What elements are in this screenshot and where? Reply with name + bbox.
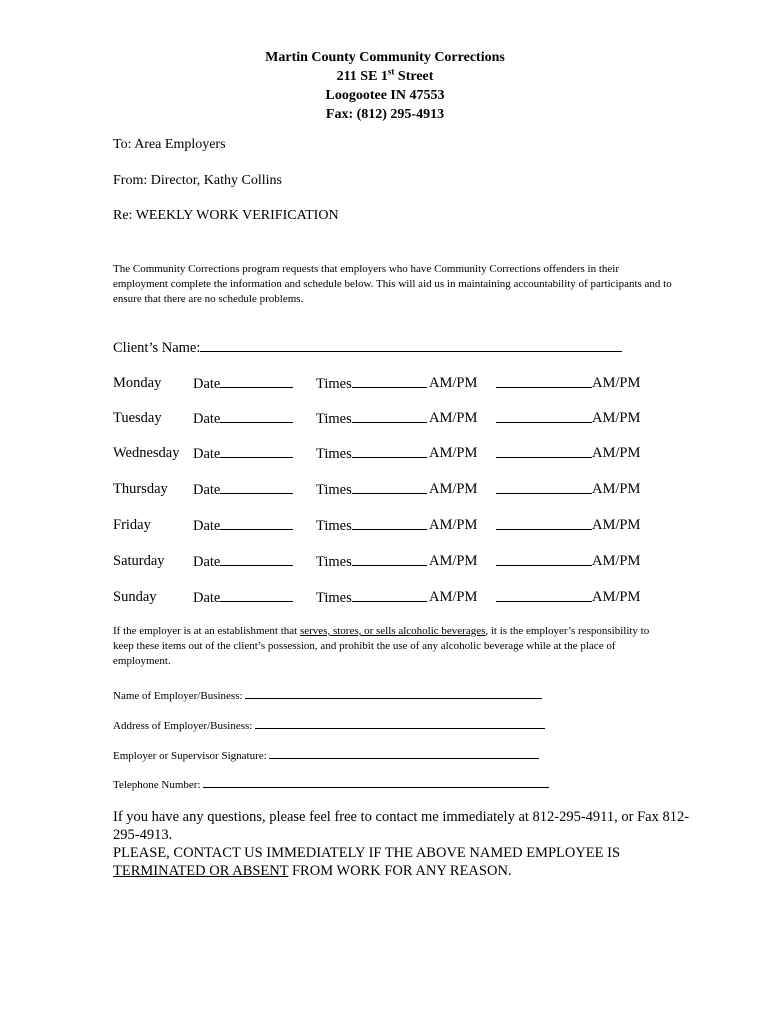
signature-label: Employer or Supervisor Signature:: [113, 750, 270, 762]
start-time-field[interactable]: [352, 553, 427, 566]
start-ampm: AM/PM: [429, 375, 478, 391]
telephone-row: [113, 775, 549, 791]
telephone-label: Telephone Number:: [113, 779, 204, 791]
client-name-label: Client’s Name:: [113, 340, 201, 356]
date-cell: [193, 589, 293, 607]
fax-number: Fax: (812) 295-4913: [325, 107, 445, 122]
intro-paragraph: The Community Corrections program requests that employers who have Community Corrections offenders in their employment complete the information and schedule below. This will aid us in maintaining accountability of participants and to ensure that there are no schedule problems.: [113, 263, 672, 305]
street-address: [0, 67, 770, 86]
day-label: Monday: [113, 375, 162, 391]
times-label: Times: [316, 482, 352, 498]
date-field[interactable]: [220, 410, 293, 423]
date-label: Date: [193, 518, 221, 534]
start-ampm: AM/PM: [429, 553, 478, 569]
memo-to: To: Area Employers: [113, 137, 226, 152]
times-label: Times: [316, 590, 352, 606]
start-ampm: AM/PM: [429, 445, 478, 461]
employer-address-row: [113, 716, 545, 732]
client-name-row: [113, 339, 622, 357]
date-label: Date: [193, 590, 221, 606]
date-field[interactable]: [220, 375, 293, 388]
client-name-field[interactable]: [200, 339, 622, 352]
street-number: 211 SE 1: [336, 69, 388, 84]
start-time-field[interactable]: [352, 589, 427, 602]
letterhead: [0, 48, 770, 124]
memo-re: Re: WEEKLY WORK VERIFICATION: [113, 208, 339, 223]
day-label: Thursday: [113, 481, 168, 497]
end-time-field[interactable]: [496, 410, 592, 428]
start-ampm: AM/PM: [429, 481, 478, 497]
end-time-field[interactable]: [496, 553, 592, 571]
times-label: Times: [316, 518, 352, 534]
times-cell: [316, 589, 427, 607]
end-time-field[interactable]: [496, 375, 592, 393]
telephone-field[interactable]: [203, 775, 549, 788]
end-time-field[interactable]: [496, 589, 592, 607]
date-cell: [193, 553, 293, 571]
day-label: Sunday: [113, 589, 157, 605]
employer-name-field[interactable]: [245, 686, 542, 699]
end-ampm: AM/PM: [592, 517, 641, 533]
city-state-zip: Loogootee IN 47553: [325, 88, 445, 103]
date-field[interactable]: [220, 445, 293, 458]
schedule-row: [113, 375, 673, 395]
warning-rest-text: FROM WORK FOR ANY REASON.: [288, 863, 512, 879]
times-label: Times: [316, 411, 352, 427]
notice-text-after: , it is the employer’s responsibility to keep these items out of the client’s possession, and prohibit the use of any alcoholic beverage while at the place of employment.: [113, 625, 650, 667]
end-time-field[interactable]: [496, 445, 592, 463]
times-cell: [316, 375, 427, 393]
day-label: Saturday: [113, 553, 165, 569]
memo-from: From: Director, Kathy Collins: [113, 173, 282, 188]
schedule-row: [113, 517, 673, 537]
notice-text-before: If the employer is at an establishment that: [113, 625, 300, 637]
times-cell: [316, 445, 427, 463]
signature-row: [113, 746, 539, 762]
date-field[interactable]: [220, 589, 293, 602]
street-ordinal: st: [387, 66, 395, 77]
times-cell: [316, 481, 427, 499]
schedule-row: [113, 589, 673, 609]
date-label: Date: [193, 376, 221, 392]
end-ampm: AM/PM: [592, 375, 641, 391]
employer-address-field[interactable]: [255, 716, 545, 729]
start-time-field[interactable]: [352, 410, 427, 423]
date-label: Date: [193, 446, 221, 462]
employer-name-row: [113, 686, 542, 702]
end-ampm: AM/PM: [592, 481, 641, 497]
date-cell: [193, 410, 293, 428]
closing-message: [113, 808, 693, 880]
times-label: Times: [316, 376, 352, 392]
date-cell: [193, 517, 293, 535]
times-cell: [316, 410, 427, 428]
schedule-row: [113, 553, 673, 573]
day-label: Friday: [113, 517, 151, 533]
terminated-absent-text: TERMINATED OR ABSENT: [113, 863, 289, 879]
times-label: Times: [316, 554, 352, 570]
date-field[interactable]: [220, 517, 293, 530]
start-time-field[interactable]: [352, 481, 427, 494]
end-ampm: AM/PM: [592, 410, 641, 426]
date-cell: [193, 481, 293, 499]
end-time-field[interactable]: [496, 517, 592, 535]
end-ampm: AM/PM: [592, 589, 641, 605]
start-time-field[interactable]: [352, 375, 427, 388]
questions-text: If you have any questions, please feel free to contact me immediately at 812-295-4911, or Fax 812-295-4913.: [113, 809, 690, 843]
start-ampm: AM/PM: [429, 517, 478, 533]
start-time-field[interactable]: [352, 445, 427, 458]
times-cell: [316, 517, 427, 535]
schedule-row: [113, 481, 673, 501]
end-ampm: AM/PM: [592, 553, 641, 569]
date-label: Date: [193, 411, 221, 427]
date-field[interactable]: [220, 553, 293, 566]
date-cell: [193, 375, 293, 393]
day-label: Wednesday: [113, 445, 180, 461]
schedule-row: [113, 445, 673, 465]
employer-address-label: Address of Employer/Business:: [113, 720, 256, 732]
date-label: Date: [193, 554, 221, 570]
schedule-row: [113, 410, 673, 430]
contact-warning-line2: [113, 863, 512, 879]
date-field[interactable]: [220, 481, 293, 494]
contact-warning-line1: PLEASE, CONTACT US IMMEDIATELY IF THE ABOVE NAMED EMPLOYEE IS: [113, 845, 621, 861]
start-ampm: AM/PM: [429, 410, 478, 426]
times-cell: [316, 553, 427, 571]
employer-name-label: Name of Employer/Business:: [113, 690, 246, 702]
street-name: Street: [394, 69, 434, 84]
org-name: Martin County Community Corrections: [265, 50, 505, 65]
times-label: Times: [316, 446, 352, 462]
start-ampm: AM/PM: [429, 589, 478, 605]
alcohol-notice: [113, 624, 658, 669]
date-label: Date: [193, 482, 221, 498]
start-time-field[interactable]: [352, 517, 427, 530]
end-ampm: AM/PM: [592, 445, 641, 461]
notice-underlined-text: serves, stores, or sells alcoholic beverages: [299, 625, 486, 637]
day-label: Tuesday: [113, 410, 162, 426]
end-time-field[interactable]: [496, 481, 592, 499]
date-cell: [193, 445, 293, 463]
signature-field[interactable]: [269, 746, 539, 759]
